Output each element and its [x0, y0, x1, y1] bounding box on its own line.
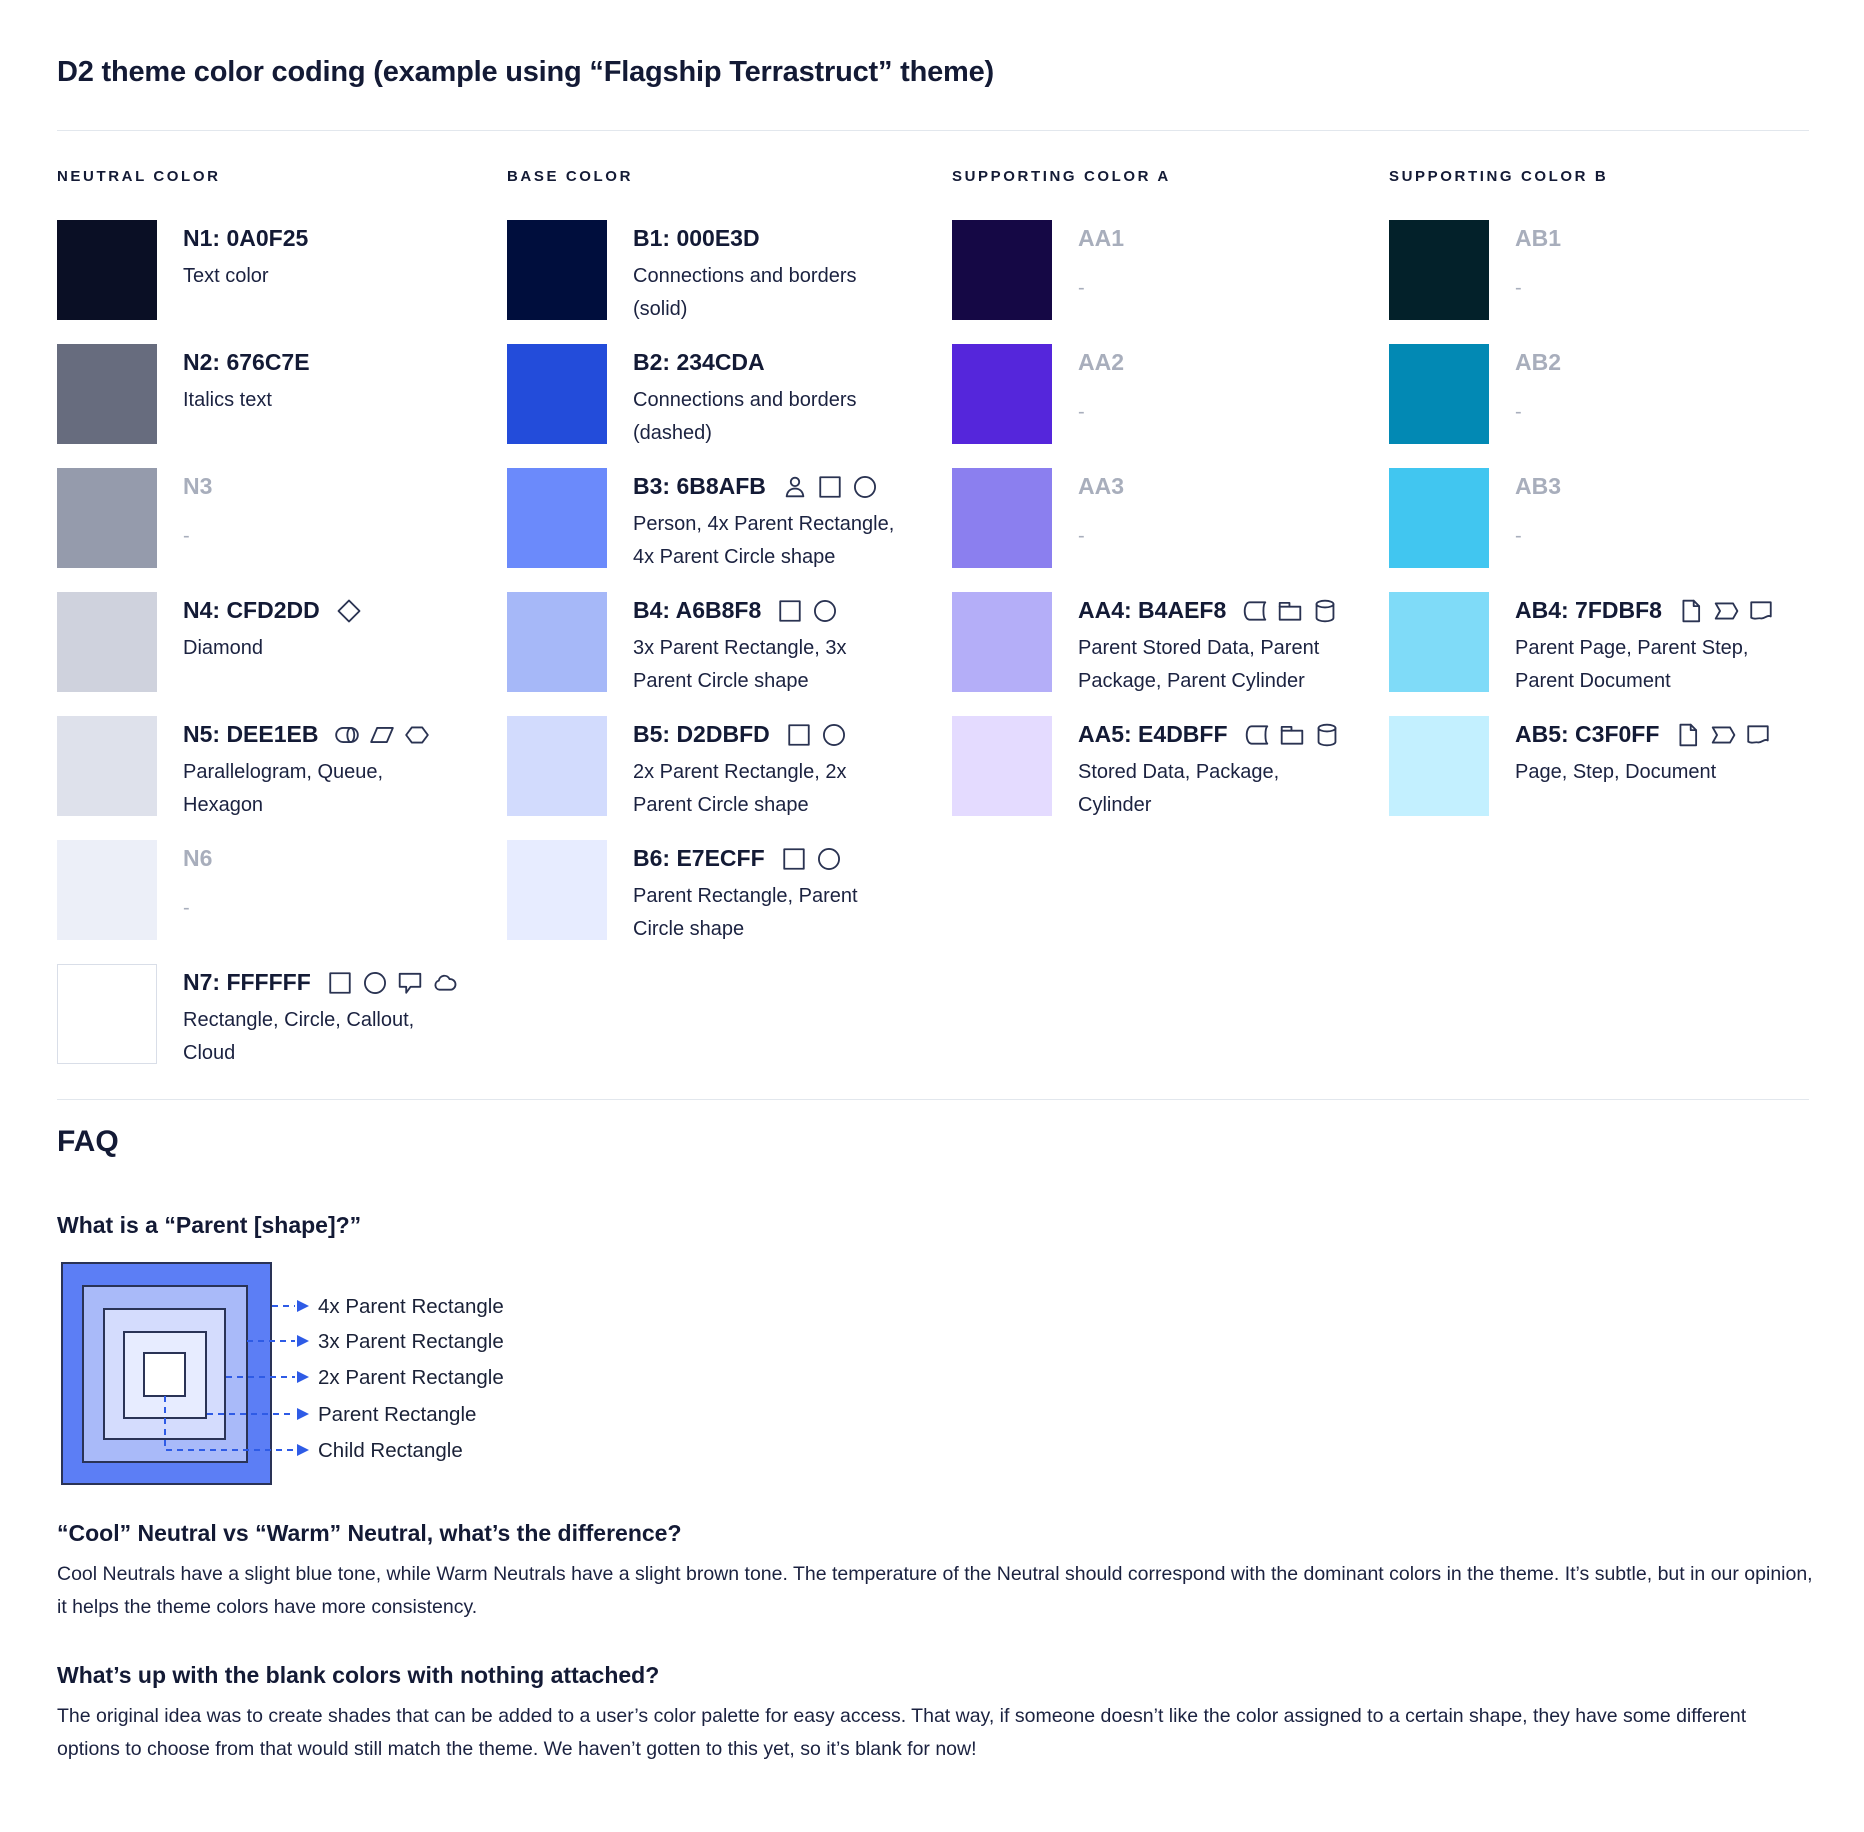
parent-shape-diagram: [61, 1262, 541, 1494]
swatch-label: AA4: B4AEF8: [1078, 597, 1227, 623]
palette-column: [952, 168, 1400, 840]
swatch-label: N3: [183, 473, 213, 499]
package-icon: [1277, 598, 1303, 624]
document-icon: [1745, 722, 1771, 748]
swatch-row: [1389, 592, 1837, 692]
swatch-info: [183, 592, 501, 665]
stored-data-icon: [1244, 722, 1270, 748]
divider: [57, 130, 1809, 131]
color-swatch: [952, 344, 1052, 444]
swatch-label: B2: 234CDA: [633, 349, 765, 375]
column-header: BASE COLOR: [507, 168, 634, 185]
swatch-row: [507, 344, 955, 444]
empty-dash: -: [1515, 401, 1522, 423]
swatch-info: [183, 716, 501, 822]
rectangle-icon: [777, 598, 803, 624]
diagram-label-3x-parent: 3x Parent Rectangle: [318, 1330, 504, 1353]
swatch-info: [633, 468, 951, 574]
parallelogram-icon: [369, 722, 395, 748]
diagram-arrowheads: [297, 1300, 309, 1456]
color-swatch: [507, 344, 607, 444]
color-swatch: [507, 220, 607, 320]
diagram-label-parent: Parent Rectangle: [318, 1403, 477, 1426]
color-swatch: [952, 220, 1052, 320]
swatch-description: Diamond: [183, 637, 264, 659]
faq-question-parent-shape: What is a “Parent [shape]?”: [57, 1212, 362, 1238]
column-header: SUPPORTING COLOR B: [1389, 168, 1609, 185]
swatch-label: AA1: [1078, 225, 1125, 251]
swatch-description: Connections and borders (solid): [633, 265, 857, 320]
swatch-info: [1515, 344, 1833, 429]
swatch-info: [633, 344, 951, 450]
swatch-row: [507, 220, 955, 320]
shape-icons: [786, 722, 847, 748]
column-header: SUPPORTING COLOR A: [952, 168, 1171, 185]
page-icon: [1678, 598, 1704, 624]
swatch-description: Page, Step, Document: [1515, 761, 1717, 783]
swatch-info: [183, 964, 501, 1070]
color-swatch: [507, 716, 607, 816]
color-swatch: [507, 468, 607, 568]
circle-icon: [852, 474, 878, 500]
swatch-info: [1078, 220, 1396, 305]
swatch-label: AB4: 7FDBF8: [1515, 597, 1662, 623]
empty-dash: -: [1515, 277, 1522, 299]
swatch-label: B6: E7ECFF: [633, 845, 765, 871]
shape-icons: [782, 474, 878, 500]
faq-question-cool-vs-warm: “Cool” Neutral vs “Warm” Neutral, what’s the difference?: [57, 1520, 682, 1546]
swatch-info: [183, 840, 501, 925]
queue-icon: [334, 722, 360, 748]
swatch-description: Parallelogram, Queue, Hexagon: [183, 761, 384, 816]
empty-dash: -: [183, 525, 190, 547]
empty-dash: -: [1078, 401, 1085, 423]
shape-icons: [777, 598, 838, 624]
circle-icon: [362, 970, 388, 996]
swatch-row: [57, 840, 505, 940]
swatch-description: 3x Parent Rectangle, 3x Parent Circle shape: [633, 637, 847, 692]
page-icon: [1675, 722, 1701, 748]
shape-icons: [336, 598, 362, 624]
swatch-label: AB5: C3F0FF: [1515, 721, 1660, 747]
swatch-row: [952, 468, 1400, 568]
diagram-child-rectangle: [144, 1353, 185, 1396]
color-swatch: [57, 468, 157, 568]
color-swatch: [952, 592, 1052, 692]
empty-dash: -: [183, 897, 190, 919]
palette-column: [57, 168, 505, 1088]
color-swatch: [1389, 344, 1489, 444]
swatch-info: [183, 220, 501, 293]
swatch-row: [57, 716, 505, 816]
swatch-row: [1389, 716, 1837, 816]
swatch-info: [633, 840, 951, 946]
swatch-info: [183, 344, 501, 417]
swatch-row: [1389, 468, 1837, 568]
color-swatch: [1389, 716, 1489, 816]
swatch-description: Rectangle, Circle, Callout, Cloud: [183, 1009, 415, 1064]
swatch-label: B1: 000E3D: [633, 225, 760, 251]
cylinder-icon: [1314, 722, 1340, 748]
swatch-description: Parent Page, Parent Step, Parent Document: [1515, 637, 1749, 692]
color-swatch: [952, 716, 1052, 816]
swatch-label: AA2: [1078, 349, 1125, 375]
empty-dash: -: [1078, 525, 1085, 547]
swatch-label: AA5: E4DBFF: [1078, 721, 1228, 747]
circle-icon: [816, 846, 842, 872]
swatch-label: AA3: [1078, 473, 1125, 499]
swatch-row: [507, 592, 955, 692]
color-swatch: [57, 716, 157, 816]
empty-dash: -: [1515, 525, 1522, 547]
color-swatch: [1389, 468, 1489, 568]
cylinder-icon: [1312, 598, 1338, 624]
swatch-row: [507, 840, 955, 940]
stored-data-icon: [1242, 598, 1268, 624]
color-swatch: [1389, 592, 1489, 692]
swatch-label: B4: A6B8F8: [633, 597, 762, 623]
swatch-row: [1389, 344, 1837, 444]
faq-answer-blank-colors: The original idea was to create shades that can be added to a user’s color palette for easy access. That way, if someone doesn’t like the color assigned to a certain shape, they have some different options to choose from that would still match the theme. We haven’t gotten to this yet, so it’s blank for now!: [57, 1705, 1747, 1760]
color-swatch: [507, 840, 607, 940]
swatch-info: [633, 220, 951, 326]
diagram-label-2x-parent: 2x Parent Rectangle: [318, 1366, 504, 1389]
swatch-row: [57, 344, 505, 444]
shape-icons: [1242, 598, 1338, 624]
diagram-label-4x-parent: 4x Parent Rectangle: [318, 1295, 504, 1318]
swatch-description: Parent Stored Data, Parent Package, Parent Cylinder: [1078, 637, 1320, 692]
step-icon: [1713, 598, 1739, 624]
swatch-label: N6: [183, 845, 213, 871]
swatch-description: 2x Parent Rectangle, 2x Parent Circle shape: [633, 761, 847, 816]
swatch-label: AB2: [1515, 349, 1562, 375]
rectangle-icon: [786, 722, 812, 748]
package-icon: [1279, 722, 1305, 748]
faq-question-blank-colors: What’s up with the blank colors with nothing attached?: [57, 1662, 660, 1688]
swatch-info: [633, 716, 951, 822]
color-swatch: [57, 344, 157, 444]
swatch-row: [952, 220, 1400, 320]
column-header: NEUTRAL COLOR: [57, 168, 221, 185]
swatch-label: B3: 6B8AFB: [633, 473, 766, 499]
color-swatch: [952, 468, 1052, 568]
swatch-info: [633, 592, 951, 698]
swatch-label: N7: FFFFFF: [183, 969, 311, 995]
color-swatch: [1389, 220, 1489, 320]
shape-icons: [334, 722, 430, 748]
swatch-row: [57, 964, 505, 1064]
color-swatch: [57, 592, 157, 692]
swatch-info: [1515, 468, 1833, 553]
swatch-label: AB1: [1515, 225, 1562, 251]
swatch-row: [952, 716, 1400, 816]
faq-answer-cool-vs-warm: Cool Neutrals have a slight blue tone, while Warm Neutrals have a slight brown tone. The temperature of the Neutral should correspond with the dominant colors in the theme. It’s subtle, but in our opinion, it helps the theme colors have more consistency.: [57, 1563, 1813, 1618]
swatch-description: Italics text: [183, 389, 272, 411]
swatch-label: AB3: [1515, 473, 1562, 499]
swatch-info: [183, 468, 501, 553]
circle-icon: [821, 722, 847, 748]
palette-column: [507, 168, 955, 964]
shape-icons: [1678, 598, 1774, 624]
swatch-row: [57, 468, 505, 568]
swatch-label: N5: DEE1EB: [183, 721, 319, 747]
shape-icons: [1675, 722, 1771, 748]
divider: [57, 1099, 1809, 1100]
swatch-row: [952, 592, 1400, 692]
swatch-description: Connections and borders (dashed): [633, 389, 857, 444]
rectangle-icon: [327, 970, 353, 996]
swatch-label: B5: D2DBFD: [633, 721, 770, 747]
swatch-info: [1515, 716, 1833, 789]
person-icon: [782, 474, 808, 500]
color-swatch: [57, 964, 157, 1064]
faq-heading: FAQ: [57, 1125, 119, 1158]
swatch-info: [1078, 468, 1396, 553]
hexagon-icon: [404, 722, 430, 748]
swatch-label: N4: CFD2DD: [183, 597, 320, 623]
swatch-info: [1078, 344, 1396, 429]
swatch-description: Person, 4x Parent Rectangle, 4x Parent Circle shape: [633, 513, 895, 568]
callout-icon: [397, 970, 423, 996]
color-swatch: [57, 220, 157, 320]
diamond-icon: [336, 598, 362, 624]
swatch-description: Text color: [183, 265, 269, 287]
circle-icon: [812, 598, 838, 624]
swatch-label: N1: 0A0F25: [183, 225, 309, 251]
swatch-info: [1515, 220, 1833, 305]
swatch-row: [57, 220, 505, 320]
shape-icons: [1244, 722, 1340, 748]
swatch-info: [1515, 592, 1833, 698]
shape-icons: [781, 846, 842, 872]
rectangle-icon: [781, 846, 807, 872]
swatch-row: [507, 468, 955, 568]
swatch-info: [1078, 716, 1396, 822]
swatch-description: Stored Data, Package, Cylinder: [1078, 761, 1280, 816]
swatch-row: [507, 716, 955, 816]
swatch-info: [1078, 592, 1396, 698]
color-swatch: [57, 840, 157, 940]
swatch-description: Parent Rectangle, Parent Circle shape: [633, 885, 858, 940]
swatch-row: [1389, 220, 1837, 320]
empty-dash: -: [1078, 277, 1085, 299]
page-title: D2 theme color coding (example using “Flagship Terrastruct” theme): [57, 56, 995, 88]
shape-icons: [327, 970, 458, 996]
swatch-row: [952, 344, 1400, 444]
rectangle-icon: [817, 474, 843, 500]
cloud-icon: [432, 970, 458, 996]
swatch-label: N2: 676C7E: [183, 349, 310, 375]
document-icon: [1748, 598, 1774, 624]
diagram-label-child: Child Rectangle: [318, 1439, 463, 1462]
swatch-row: [57, 592, 505, 692]
color-swatch: [507, 592, 607, 692]
step-icon: [1710, 722, 1736, 748]
palette-column: [1389, 168, 1837, 840]
